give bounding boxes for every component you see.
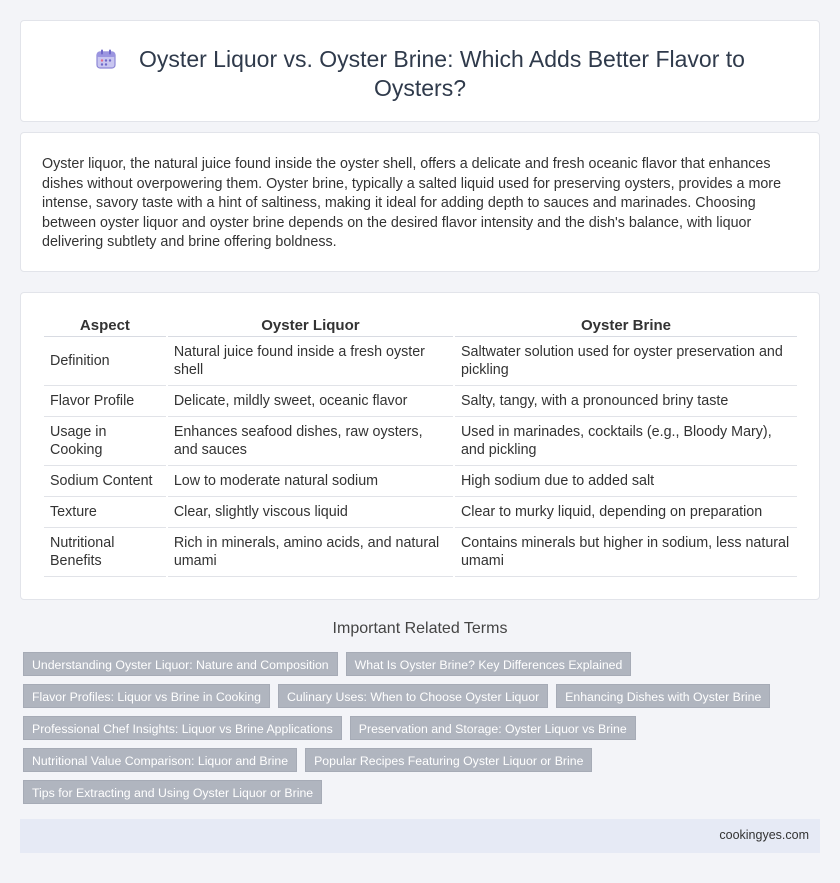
related-term-link[interactable]: Enhancing Dishes with Oyster Brine <box>556 684 770 708</box>
table-header-row <box>44 315 797 337</box>
title-card <box>20 20 820 122</box>
related-term-link[interactable]: Nutritional Value Comparison: Liquor and Brine <box>23 748 297 772</box>
cell-aspect: Flavor Profile <box>44 386 166 417</box>
cell-aspect: Definition <box>44 337 166 386</box>
related-term-link[interactable]: Culinary Uses: When to Choose Oyster Liquor <box>278 684 548 708</box>
related-term-link[interactable]: What Is Oyster Brine? Key Differences Explained <box>346 652 632 676</box>
related-term-link[interactable]: Professional Chef Insights: Liquor vs Brine Applications <box>23 716 342 740</box>
calendar-icon <box>95 48 117 70</box>
page-title <box>21 45 819 103</box>
intro-card <box>20 132 820 272</box>
related-terms-heading: Important Related Terms <box>332 620 508 637</box>
cell-brine: Salty, tangy, with a pronounced briny taste <box>455 386 797 417</box>
cell-brine: Saltwater solution used for oyster preservation and pickling <box>455 337 797 386</box>
cell-liquor: Natural juice found inside a fresh oyster shell <box>168 337 453 386</box>
cell-aspect: Usage in Cooking <box>44 417 166 466</box>
related-term-link[interactable]: Flavor Profiles: Liquor vs Brine in Cooking <box>23 684 270 708</box>
cell-liquor: Delicate, mildly sweet, oceanic flavor <box>168 386 453 417</box>
related-term-link[interactable]: Popular Recipes Featuring Oyster Liquor or Brine <box>305 748 592 772</box>
cell-liquor: Low to moderate natural sodium <box>168 466 453 497</box>
cell-brine: Contains minerals but higher in sodium, less natural umami <box>455 528 797 577</box>
cell-aspect: Sodium Content <box>44 466 166 497</box>
cell-liquor: Rich in minerals, amino acids, and natural umami <box>168 528 453 577</box>
cell-brine: High sodium due to added salt <box>455 466 797 497</box>
table-row <box>44 528 797 577</box>
cell-brine: Used in marinades, cocktails (e.g., Bloody Mary), and pickling <box>455 417 797 466</box>
table-row <box>44 497 797 528</box>
related-terms-list <box>23 652 813 812</box>
footer <box>20 819 820 853</box>
table-row <box>44 337 797 386</box>
table-row <box>44 466 797 497</box>
related-term-link[interactable]: Preservation and Storage: Oyster Liquor vs Brine <box>350 716 636 740</box>
cell-liquor: Clear, slightly viscous liquid <box>168 497 453 528</box>
table-row <box>44 386 797 417</box>
table-row <box>44 417 797 466</box>
cell-liquor: Enhances seafood dishes, raw oysters, and sauces <box>168 417 453 466</box>
intro-text: Oyster liquor, the natural juice found inside the oyster shell, offers a delicate and fresh oceanic flavor that enhances dishes without overpowering them. Oyster brine, typically a salted liquid used for preserving oysters, provides a more intense, savory taste with a hint of saltiness, making it ideal for adding depth to sauces and marinades. Choosing between oyster liquor and oyster brine depends on the desired flavor intensity and the dish's balance, with liquor delivering subtlety and brine offering boldness. <box>42 156 782 250</box>
site-name[interactable]: cookingyes.com <box>719 828 809 842</box>
title-line-1: Oyster Liquor vs. Oyster Brine: Which Adds Better Flavor to <box>139 46 745 72</box>
comparison-table <box>42 315 799 577</box>
comparison-card <box>20 292 820 600</box>
related-term-link[interactable]: Understanding Oyster Liquor: Nature and Composition <box>23 652 338 676</box>
header-oyster-brine: Oyster Brine <box>455 315 797 337</box>
cell-aspect: Nutritional Benefits <box>44 528 166 577</box>
header-oyster-liquor: Oyster Liquor <box>168 315 453 337</box>
cell-aspect: Texture <box>44 497 166 528</box>
cell-brine: Clear to murky liquid, depending on preparation <box>455 497 797 528</box>
title-line-2: Oysters? <box>373 75 467 101</box>
header-aspect: Aspect <box>44 315 166 337</box>
related-term-link[interactable]: Tips for Extracting and Using Oyster Liquor or Brine <box>23 780 322 804</box>
